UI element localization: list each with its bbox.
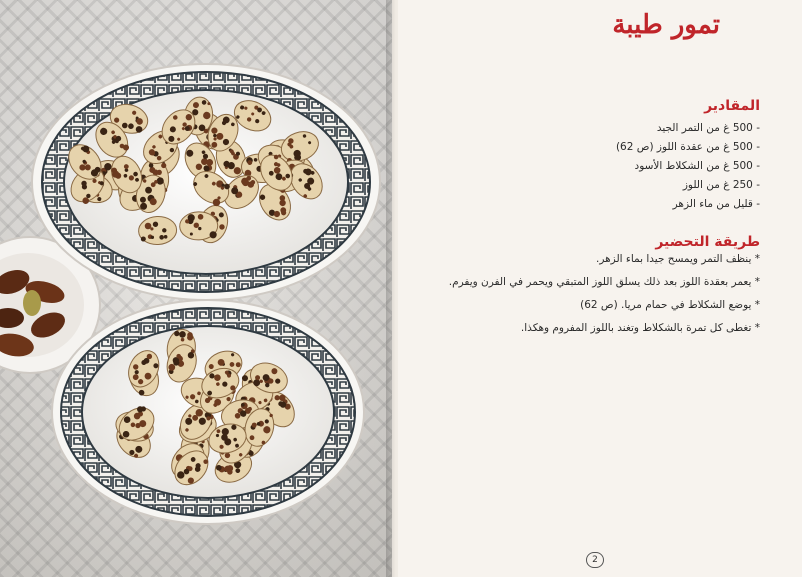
list-item: - 250 غ من اللوز	[682, 179, 760, 191]
list-item: * يوضع الشكلاط في حمام مريا. (ص 62)	[580, 299, 760, 311]
list-item: * يعمر بعقدة اللوز بعد ذلك يسلق اللوز المتبقي ويحمر في الفرن ويفرم.	[448, 276, 760, 288]
method-heading: طريقة التحضير	[655, 234, 760, 250]
list-item: - 500 غ من التمر الجيد	[656, 122, 760, 134]
bottom-plate	[52, 300, 364, 524]
list-item: - قليل من ماء الزهر	[672, 198, 760, 210]
recipe-title: تمور طيبة	[612, 10, 720, 40]
ingredients-heading: المقادير	[704, 98, 760, 114]
method-steps	[449, 248, 760, 340]
list-item: - 500 غ من الشكلاط الأسود	[634, 160, 760, 172]
list-item: * ينظف التمر ويمسح جيدا بماء الزهر.	[595, 253, 760, 265]
food-photo-illustration	[0, 0, 392, 577]
ingredients-list	[616, 119, 760, 214]
food-photo	[0, 0, 392, 577]
list-item: * تغطى كل تمرة بالشكلاط وتغند باللوز المفروم وهكذا.	[520, 322, 760, 334]
recipe-page	[398, 0, 802, 577]
list-item: - 500 غ من عقدة اللوز (ص 62)	[615, 141, 760, 153]
top-plate	[32, 64, 380, 300]
page-number: 2	[586, 552, 604, 568]
